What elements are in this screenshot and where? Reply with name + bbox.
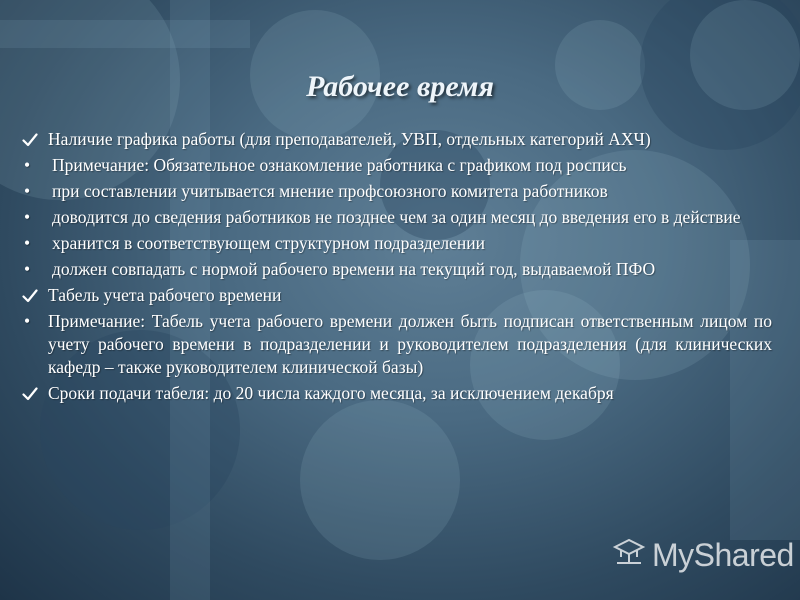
list-item-bullet — [22, 232, 772, 255]
slide-title: Рабочее время — [306, 70, 494, 103]
list-item-check — [22, 382, 772, 405]
list-item-check — [22, 284, 772, 307]
list-item-bullet — [22, 180, 772, 203]
bullet-marker: • — [24, 311, 31, 331]
list-item-text: Примечание: Табель учета рабочего времени должен быть подписан ответственным лицом по учету рабочего времени в подразделении и руководителем подразделения (для клинических кафедр – также руководителем клинической базы) — [48, 311, 772, 377]
list-item-bullet — [22, 154, 772, 177]
list-item-text: доводится до сведения работников не позднее чем за один месяц до введения его в действие — [52, 207, 741, 227]
bullet-marker: • — [24, 181, 31, 201]
list-item-text: должен совпадать с нормой рабочего времени на текущий год, выдаваемой ПФО — [52, 259, 656, 279]
list-item-text: Примечание: Обязательное ознакомление работника с графиком под роспись — [52, 155, 627, 175]
list-item-bullet — [22, 258, 772, 281]
list-item-text: Сроки подачи табеля: до 20 числа каждого месяца, за исключением декабря — [48, 383, 614, 403]
list-item-bullet — [22, 310, 772, 379]
bullet-marker: • — [24, 259, 31, 279]
list-item-text: при составлении учитывается мнение профсоюзного комитета работников — [52, 181, 608, 201]
check-icon — [22, 284, 42, 303]
mortarboard-icon — [612, 536, 646, 575]
watermark — [612, 533, 794, 577]
check-icon — [22, 382, 42, 401]
slide-content — [22, 128, 772, 408]
bullet-marker: • — [24, 155, 31, 175]
watermark-text: MyShared — [652, 536, 794, 573]
list-item-bullet — [22, 206, 772, 229]
check-icon — [22, 128, 42, 147]
bullet-marker: • — [24, 233, 31, 253]
bullet-marker: • — [24, 207, 31, 227]
list-item-text: Табель учета рабочего времени — [48, 285, 282, 305]
list-item-check — [22, 128, 772, 151]
list-item-text: хранится в соответствующем структурном подразделении — [52, 233, 485, 253]
list-item-text: Наличие графика работы (для преподавателей, УВП, отдельных категорий АХЧ) — [48, 129, 651, 149]
